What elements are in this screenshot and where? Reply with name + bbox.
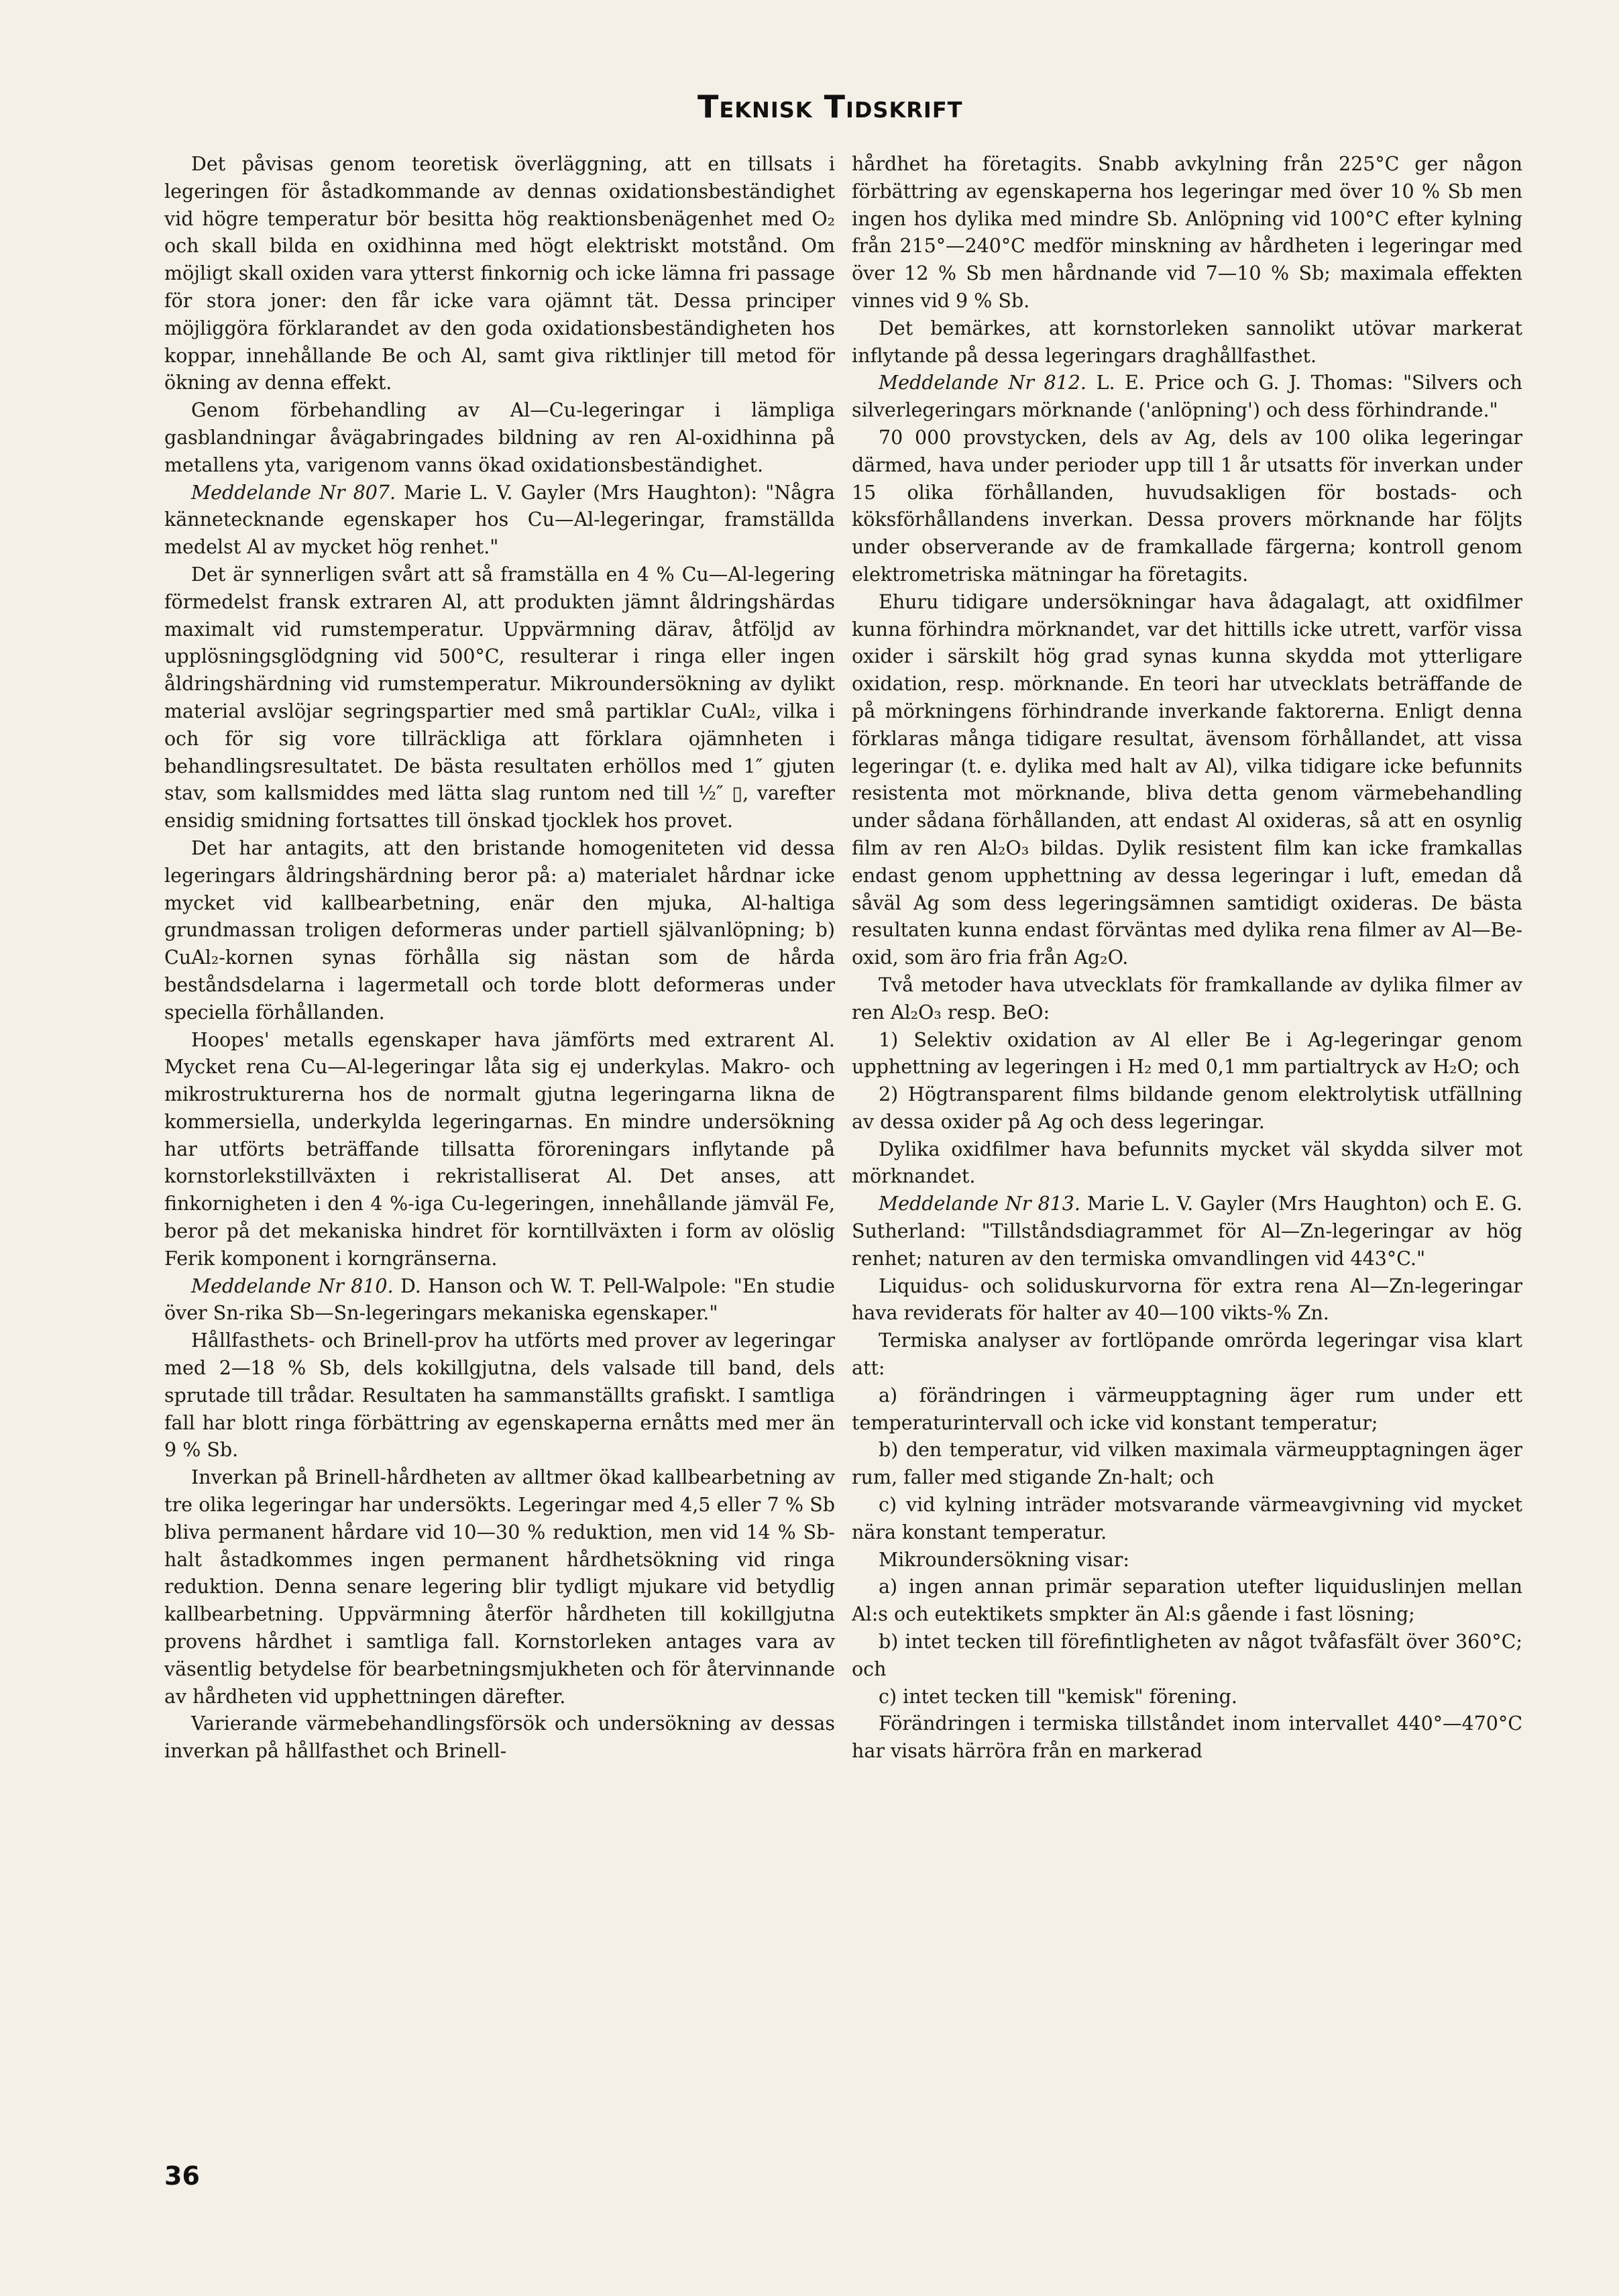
paragraph	[852, 370, 1522, 425]
paragraph: Hoopes' metalls egenskaper hava jämförts med extrarent Al. Mycket rena Cu—Al-legeringar låta sig ej underkylas. Makro- och mikrostrukturerna hos de normalt gjutna legeringarna likna de kommersiella, underkylda legeringarnas. En mindre undersökning har utförts beträffande tillsatta föroreningars inflytande på kornstorlekstillväxten i rekristalliserat Al. Det anses, att finkornigheten i den 4 %-iga Cu-legeringen, innehållande jämväl Fe, beror på det mekaniska hindret för korntillväxten i form av olöslig Ferik komponent i korngränserna.	[164, 1028, 835, 1270]
paragraph: 1) Selektiv oxidation av Al eller Be i Ag-legeringar genom upphettning av legeringen i H₂ med 0,1 mm partialtryck av H₂O; och	[852, 1028, 1522, 1079]
paragraph: 70 000 provstycken, dels av Ag, dels av 100 olika legeringar därmed, hava under perioder upp till 1 år utsatts för inverkan under 15 olika förhållanden, huvudsakligen för bostads- och köksförhållandens inverkan. Dessa provers mörknande har följts under observerande av de framkallade färgerna; kontroll genom elektrometriska mätningar ha företagits.	[852, 426, 1522, 586]
reference-label: Meddelande Nr 812.	[879, 372, 1086, 394]
reference-label: Meddelande Nr 807.	[191, 481, 396, 504]
paragraph: 2) Högtransparent films bildande genom elektrolytisk utfällning av dessa oxider på Ag och dess legeringar.	[852, 1083, 1522, 1133]
paragraph: b) intet tecken till förefintligheten av något tvåfasfält över 360°C; och	[852, 1631, 1522, 1680]
paragraph-text: Marie L. V. Gayler (Mrs Haughton): "Några kännetecknande egenskaper hos Cu—Al-legeringar, framställda medelst Al av mycket hög renhet."	[164, 481, 835, 559]
paragraph: Varierande värmebehandlingsförsök och undersökning av dessas inverkan på hållfasthet och Brinell-	[164, 1712, 835, 1763]
paragraph-text: L. E. Price och G. J. Thomas: "Silvers och silverlegeringars mörknande ('anlöpning') och dess förhindrande."	[852, 372, 1522, 422]
paragraph: a) ingen annan primär separation utefter liquiduslinjen mellan Al:s och eutektikets smpkter än Al:s gående i fast lösning;	[852, 1576, 1522, 1626]
paragraph: c) vid kylning inträder motsvarande värmeavgivning vid mycket nära konstant temperatur.	[852, 1494, 1522, 1543]
paragraph: Två metoder hava utvecklats för framkallande av dylika filmer av ren Al₂O₃ resp. BeO:	[852, 973, 1522, 1024]
paragraph: Det har antagits, att den bristande homogeniteten vid dessa legeringars åldringshärdning beror på: a) materialet hårdnar icke mycket vid kallbearbetning, enär den mjuka, Al-haltiga grundmassan troligen deformeras under partiell självanlöpning; b) CuAl₂-kornen synas förhålla sig nästan som de hårda beståndsdelarna i lagermetall och torde blott deformeras under speciella förhållanden.	[164, 836, 835, 1024]
paragraph: Det bemärkes, att kornstorleken sannolikt utövar markerat inflytande på dessa legeringars draghållfasthet.	[852, 317, 1522, 367]
paragraph: Det är synnerligen svårt att så framställa en 4 % Cu—Al-legering förmedelst fransk extraren Al, att produkten jämnt åldringshärdas maximalt vid rumstemperatur. Uppvärmning därav, åtföljd av upplösningsglödgning vid 500°C, resulterar i ringa eller ingen åldringshärdning vid rumstemperatur. Mikroundersökning av dylikt material avslöjar segringspartier med små partiklar CuAl₂, vilka i och för sig vore tillräckliga att förklara ojämnheten i behandlingsresultatet. De bästa resultaten erhöllos med 1″ gjuten stav, som kallsmiddes med lätta slag runtom ned till ½″ ▯, varefter ensidig smidning fortsattes till önskad tjocklek hos provet.	[164, 563, 835, 832]
paragraph	[164, 480, 835, 561]
paragraph: a) förändringen i värmeupptagning äger rum under ett temperaturintervall och icke vid konstant temperatur;	[852, 1384, 1522, 1434]
page-number: 36	[164, 2161, 200, 2191]
paragraph: Inverkan på Brinell-hårdheten av alltmer ökad kallbearbetning av tre olika legeringar har undersökts. Legeringar med 4,5 eller 7 % Sb bliva permanent hårdare vid 10—30 % reduktion, men vid 14 % Sb-halt åstadkommes ingen permanent hårdhetsökning vid ringa reduktion. Denna senare legering blir tydligt mjukare vid betydlig kallbearbetning. Uppvärmning återför hårdheten till kokillgjutna provens hårdhet i samtliga fall. Kornstorleken antages vara av väsentlig betydelse för bearbetningsmjukheten och för återvinnande av hårdheten vid upphettningen därefter.	[164, 1466, 835, 1708]
paragraph: hårdhet ha företagits. Snabb avkylning från 225°C ger någon förbättring av egenskaperna hos legeringar med över 10 % Sb men ingen hos dylika med mindre Sb. Anlöpning vid 100°C efter kylning från 215°—240°C medför minskning av hårdheten i legeringar med över 12 % Sb men hårdnande vid 7—10 % Sb; maximala effekten vinnes vid 9 % Sb.	[852, 153, 1522, 312]
paragraph: Ehuru tidigare undersökningar hava ådagalagt, att oxidfilmer kunna förhindra mörknandet, var det hittills icke utrett, varför vissa oxider i särskilt hög grad synas kunna skydda mot ytterligare oxidation, resp. mörknande. En teori har utvecklats beträffande de på mörkningens förhindrande inverkande faktorerna. Enligt denna förklaras många tidigare resultat, ävensom förhållandet, att vissa legeringar (t. e. dylika med halt av Al), vilka tidigare icke befunnits resistenta mot mörknande, bliva detta genom värmebehandling under sådana förhållanden, att endast Al oxideras, så att en osynlig film av ren Al₂O₃ bildas. Dylik resistent film kan icke framkallas endast genom upphettning av dessa legeringar i luft, emedan då såväl Ag som dess legeringsämnen samtidigt oxideras. De bästa resultaten kunna endast förväntas med dylika rena filmer av Al—Be-oxid, som äro fria från Ag₂O.	[852, 590, 1522, 969]
paragraph: Genom förbehandling av Al—Cu-legeringar i lämpliga gasblandningar åvägabringades bildning av ren Al-oxidhinna på metallens yta, varigenom vanns ökad oxidationsbeständighet.	[164, 399, 835, 476]
paragraph-text: Marie L. V. Gayler (Mrs Haughton) och E. G. Sutherland: "Tillståndsdiagrammet för Al—Zn-legeringar av hög renhet; naturen av den termiska omvandlingen vid 443°C."	[852, 1193, 1522, 1270]
reference-label: Meddelande Nr 813.	[879, 1193, 1080, 1215]
paragraph: Förändringen i termiska tillståndet inom intervallet 440°—470°C har visats härröra från en markerad	[852, 1712, 1522, 1763]
paragraph: Mikroundersökning visar:	[879, 1548, 1130, 1571]
paragraph: Liquidus- och soliduskurvorna för extra rena Al—Zn-legeringar hava reviderats för halter av 40—100 vikts-% Zn.	[852, 1274, 1522, 1325]
paragraph: Dylika oxidfilmer hava befunnits mycket väl skydda silver mot mörknandet.	[852, 1138, 1522, 1188]
paragraph	[852, 1191, 1522, 1272]
left-column	[164, 151, 835, 1765]
paragraph	[164, 1273, 835, 1328]
running-header: Teknisk Tidskrift	[697, 89, 963, 125]
paragraph: c) intet tecken till "kemisk" förening.	[879, 1685, 1237, 1708]
right-column	[852, 151, 1522, 1765]
reference-label: Meddelande Nr 810.	[191, 1274, 394, 1297]
paragraph-text: D. Hanson och W. T. Pell-Walpole: "En studie över Sn-rika Sb—Sn-legeringars mekaniska egenskaper."	[164, 1274, 835, 1325]
paragraph: Termiska analyser av fortlöpande omrörda legeringar visa klart att:	[852, 1329, 1522, 1380]
paragraph: b) den temperatur, vid vilken maximala värmeupptagningen äger rum, faller med stigande Zn-halt; och	[852, 1439, 1522, 1489]
paragraph: Det påvisas genom teoretisk överläggning, att en tillsats i legeringen för åstadkommande av dennas oxidationsbeständighet vid högre temperatur bör besitta hög reaktionsbenägenhet med O₂ och skall bilda en oxidhinna med högt elektriskt motstånd. Om möjligt skall oxiden vara ytterst finkornig och icke lämna fri passage för stora joner: den får icke vara ojämnt tät. Dessa principer möjliggöra förklarandet av den goda oxidationsbeständigheten hos koppar, innehållande Be och Al, samt giva riktlinjer till metod för ökning av denna effekt.	[164, 153, 835, 394]
paragraph: Hållfasthets- och Brinell-prov ha utförts med prover av legeringar med 2—18 % Sb, dels kokillgjutna, dels valsade till band, dels sprutade till trådar. Resultaten ha sammanställts grafiskt. I samtliga fall har blott ringa förbättring av egenskaperna ernåtts med mer än 9 % Sb.	[164, 1329, 835, 1462]
